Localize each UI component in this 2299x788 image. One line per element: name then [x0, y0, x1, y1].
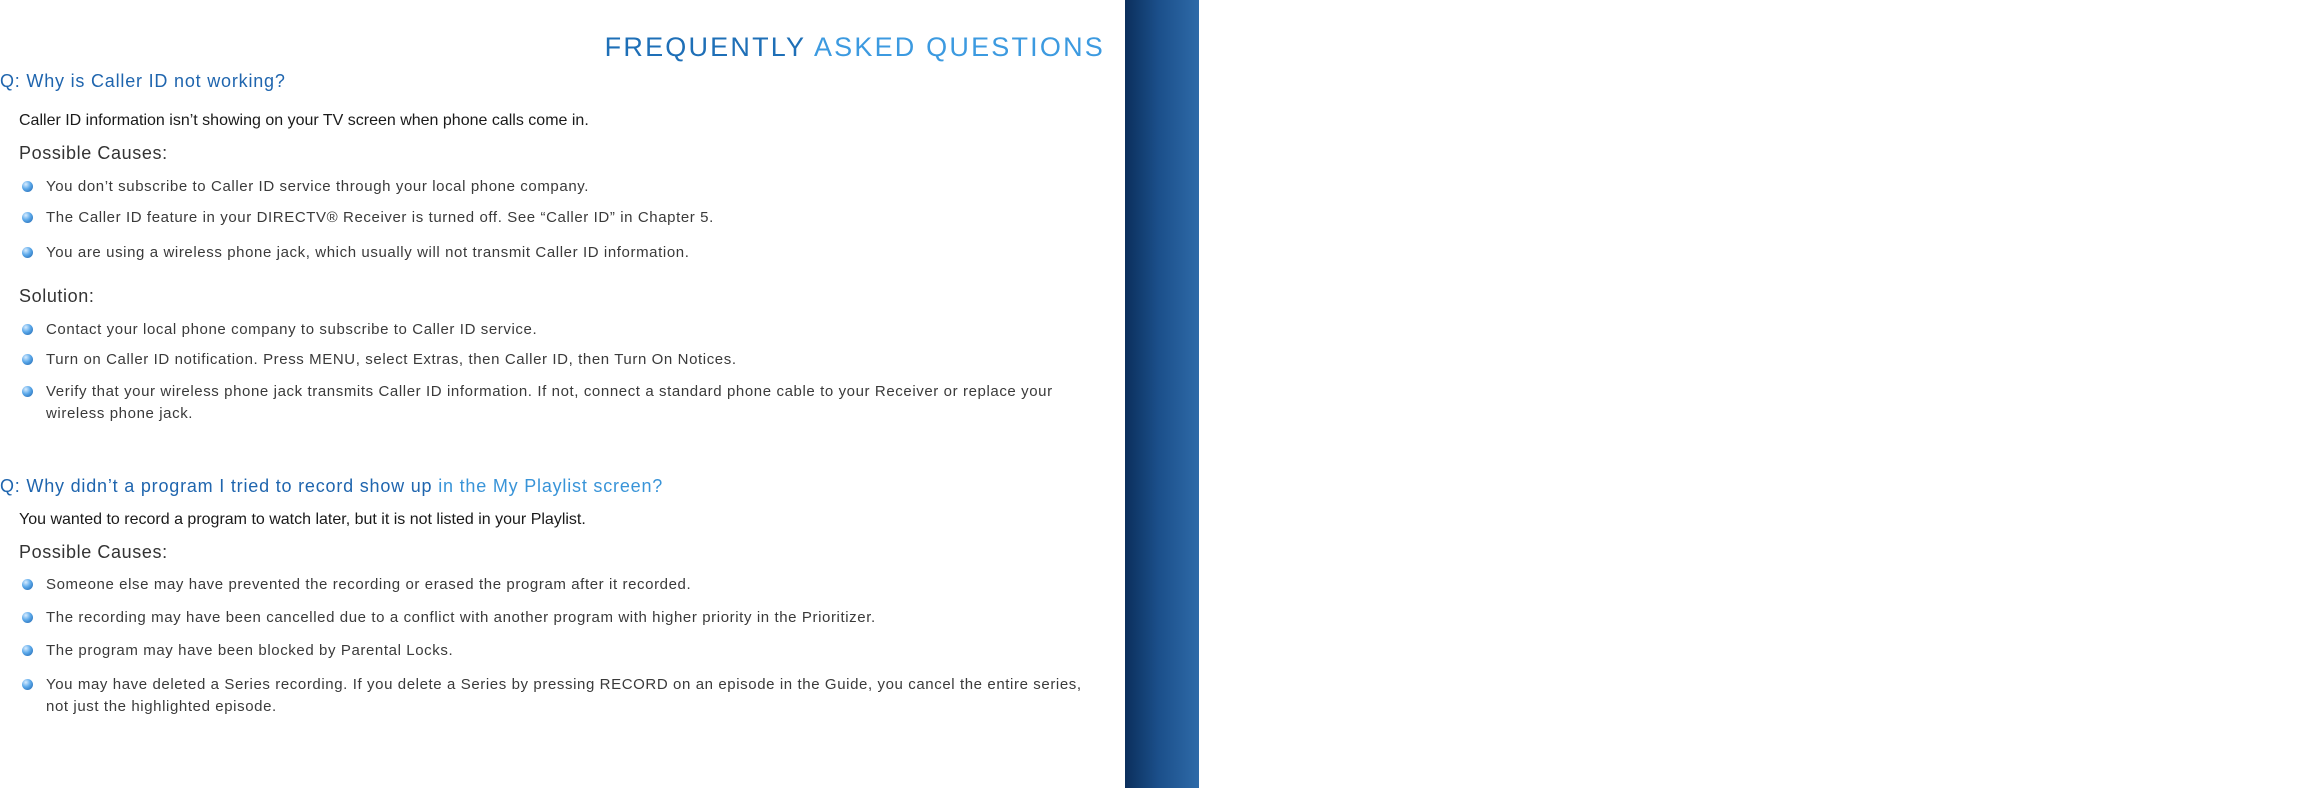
chapter-title: CHAPTER 8 - TROUBLESHOOTING & FAQS — [2276, 206, 2299, 683]
faq1-solution-item — [46, 381, 1091, 425]
bullet-icon — [22, 247, 33, 258]
faq1-cause-item — [46, 242, 1091, 264]
faq2-question-part2: in the My Playlist screen? — [438, 476, 664, 496]
bullet-text: Verify that your wireless phone jack transmits Caller ID information. If not, connect a standard phone cable to your Receiver or replace your wireless phone jack. — [46, 383, 1053, 422]
faq1-solution-item — [46, 319, 1091, 341]
faq1-causes-heading: Possible Causes: — [19, 143, 168, 163]
faq2-causes-heading: Possible Causes: — [19, 542, 168, 562]
bullet-icon — [22, 354, 33, 365]
bullet-text: You are using a wireless phone jack, which usually will not transmit Caller ID information. — [46, 244, 690, 261]
bullet-text: Someone else may have prevented the recording or erased the program after it recorded. — [46, 576, 692, 593]
page-title — [605, 32, 1105, 63]
faq2-cause-item — [46, 574, 1091, 596]
bullet-text: The recording may have been cancelled due to a conflict with another program with higher priority in the Prioritizer. — [46, 609, 876, 626]
faq2-cause-item — [46, 640, 1091, 662]
bullet-icon — [22, 679, 33, 690]
faq1-cause-item — [46, 176, 1091, 198]
faq2-cause-item — [46, 607, 1091, 629]
bullet-text: You may have deleted a Series recording. If you delete a Series by pressing RECORD on an episode in the Guide, you cancel the entire series, not just the highlighted episode. — [46, 676, 1082, 715]
chapter-sidebar — [1125, 0, 2299, 788]
faq1-solution-item — [46, 349, 1091, 371]
bullet-text: Contact your local phone company to subscribe to Caller ID service. — [46, 321, 538, 338]
bullet-text: You don’t subscribe to Caller ID service through your local phone company. — [46, 178, 590, 195]
page-title-part2: ASKED QUESTIONS — [813, 32, 1105, 62]
faq1-intro: Caller ID information isn’t showing on your TV screen when phone calls come in. — [19, 112, 589, 129]
bullet-text: Turn on Caller ID notification. Press MENU, select Extras, then Caller ID, then Turn On Notices. — [46, 351, 737, 368]
faq2-question-part1: Q: Why didn’t a program I tried to record show up — [0, 476, 433, 496]
bullet-text: The program may have been blocked by Parental Locks. — [46, 642, 454, 659]
bullet-text: The Caller ID feature in your DIRECTV® Receiver is turned off. See “Caller ID” in Chapter 5. — [46, 209, 714, 226]
faq2-cause-item — [46, 674, 1091, 718]
bullet-icon — [22, 212, 33, 223]
faq1-question: Q: Why is Caller ID not working? — [0, 71, 286, 91]
bullet-icon — [22, 181, 33, 192]
page-title-part1: FREQUENTLY — [604, 32, 806, 62]
faq2-intro: You wanted to record a program to watch later, but it is not listed in your Playlist. — [19, 511, 586, 528]
bullet-icon — [22, 579, 33, 590]
page-number: 123 — [2273, 738, 2295, 753]
bullet-icon — [22, 645, 33, 656]
bullet-icon — [22, 324, 33, 335]
faq1-solution-heading: Solution: — [19, 286, 95, 306]
faq2-question — [0, 476, 663, 497]
faq1-cause-item — [46, 207, 1091, 229]
bullet-icon — [22, 386, 33, 397]
bullet-icon — [22, 612, 33, 623]
